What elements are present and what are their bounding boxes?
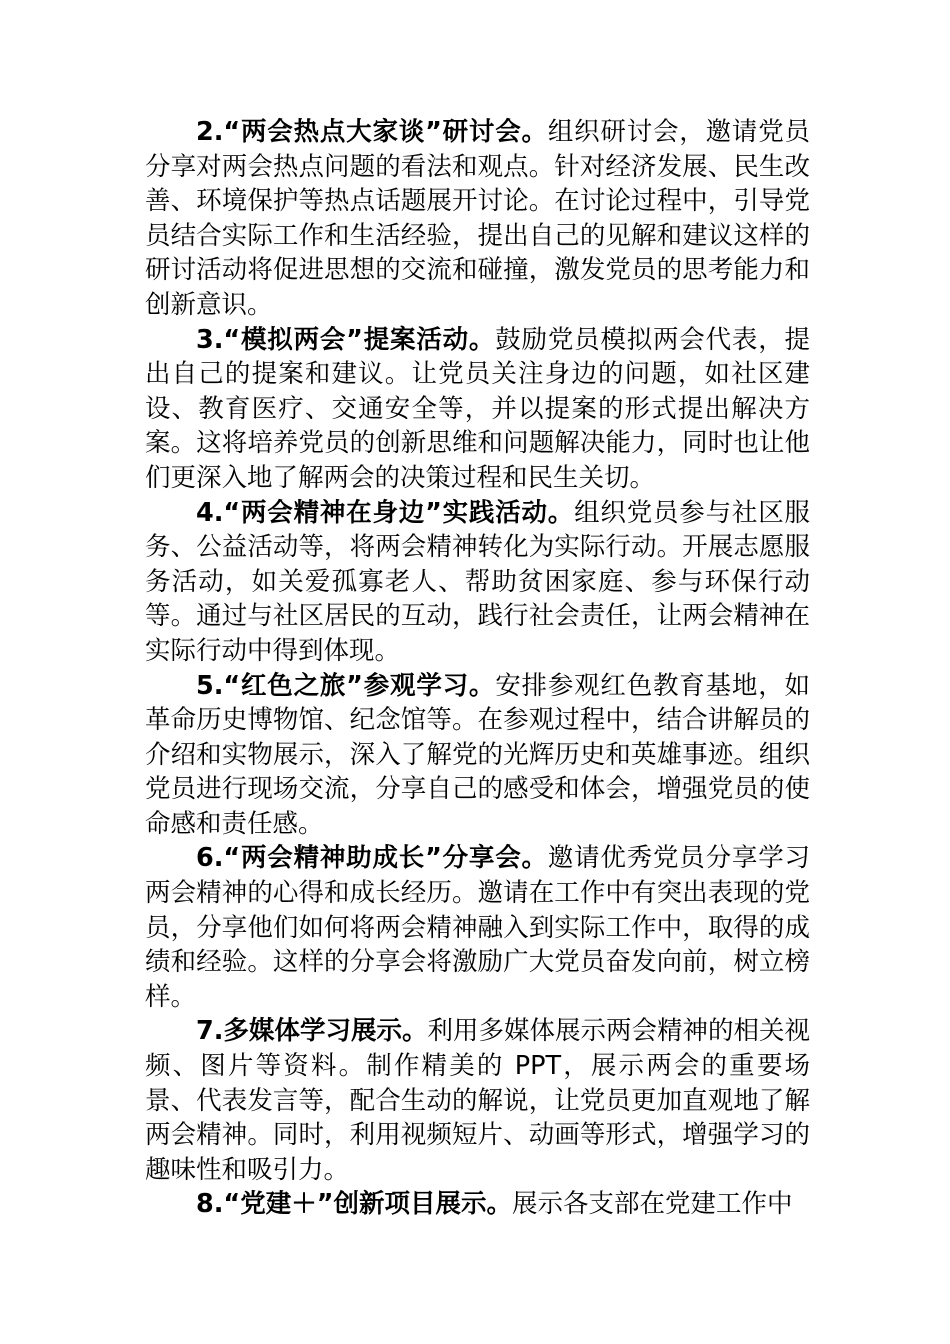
paragraph-item-4 (145, 496, 810, 669)
paragraph-item-6 (145, 841, 810, 1014)
paragraph-body: 鼓励党员模拟两会代表，提出自己的提案和建议。让党员关注身边的问题，如社区建设、教育医疗、交通安全等，并以提案的形式提出解决方案。这将培养党员的创新思维和问题解决能力，同时也让他们更深入地了解两会的决策过程和民生关切。 (145, 324, 810, 493)
paragraph-item-8 (145, 1187, 810, 1222)
paragraph-body: 利用多媒体展示两会精神的相关视频、图片等资料。制作精美的 PPT，展示两会的重要场景、代表发言等，配合生动的解说，让党员更加直观地了解两会精神。同时，利用视频短片、动画等形式，增强学习的趣味性和吸引力。 (145, 1016, 810, 1185)
paragraph-title: 2.“两会热点大家谈”研讨会。 (196, 117, 548, 147)
paragraph-body: 组织研讨会，邀请党员分享对两会热点问题的看法和观点。针对经济发展、民生改善、环境保护等热点话题展开讨论。在讨论过程中，引导党员结合实际工作和生活经验，提出自己的见解和建议这样的研讨活动将促进思想的交流和碰撞，激发党员的思考能力和创新意识。 (145, 117, 810, 320)
paragraph-item-2 (145, 115, 810, 323)
paragraph-body: 安排参观红色教育基地，如革命历史博物馆、纪念馆等。在参观过程中，结合讲解员的介绍和实物展示，深入了解党的光辉历史和英雄事迹。组织党员进行现场交流，分享自己的感受和体会，增强党员的使命感和责任感。 (145, 670, 810, 839)
paragraph-body: 展示各支部在党建工作中 (511, 1189, 793, 1220)
paragraph-title: 6.“两会精神助成长”分享会。 (196, 843, 548, 874)
paragraph-title: 7.多媒体学习展示。 (196, 1016, 428, 1047)
paragraph-title: 5.“红色之旅”参观学习。 (196, 670, 496, 701)
paragraph-title: 8.“党建＋”创新项目展示。 (196, 1189, 512, 1220)
paragraph-title: 3.“模拟两会”提案活动。 (196, 324, 496, 355)
paragraph-body: 组织党员参与社区服务、公益活动等，将两会精神转化为实际行动。开展志愿服务活动，如关爱孤寡老人、帮助贫困家庭、参与环保行动等。通过与社区居民的互动，践行社会责任，让两会精神在实际行动中得到体现。 (145, 497, 810, 666)
paragraph-title: 4.“两会精神在身边”实践活动。 (196, 497, 575, 528)
paragraph-item-7 (145, 1014, 810, 1187)
document-body (145, 115, 810, 1222)
paragraph-item-3 (145, 323, 810, 496)
paragraph-body: 邀请优秀党员分享学习两会精神的心得和成长经历。邀请在工作中有突出表现的党员，分享他们如何将两会精神融入到实际工作中，取得的成绩和经验。这样的分享会将激励广大党员奋发向前，树立榜样。 (145, 843, 810, 1012)
paragraph-item-5 (145, 669, 810, 842)
